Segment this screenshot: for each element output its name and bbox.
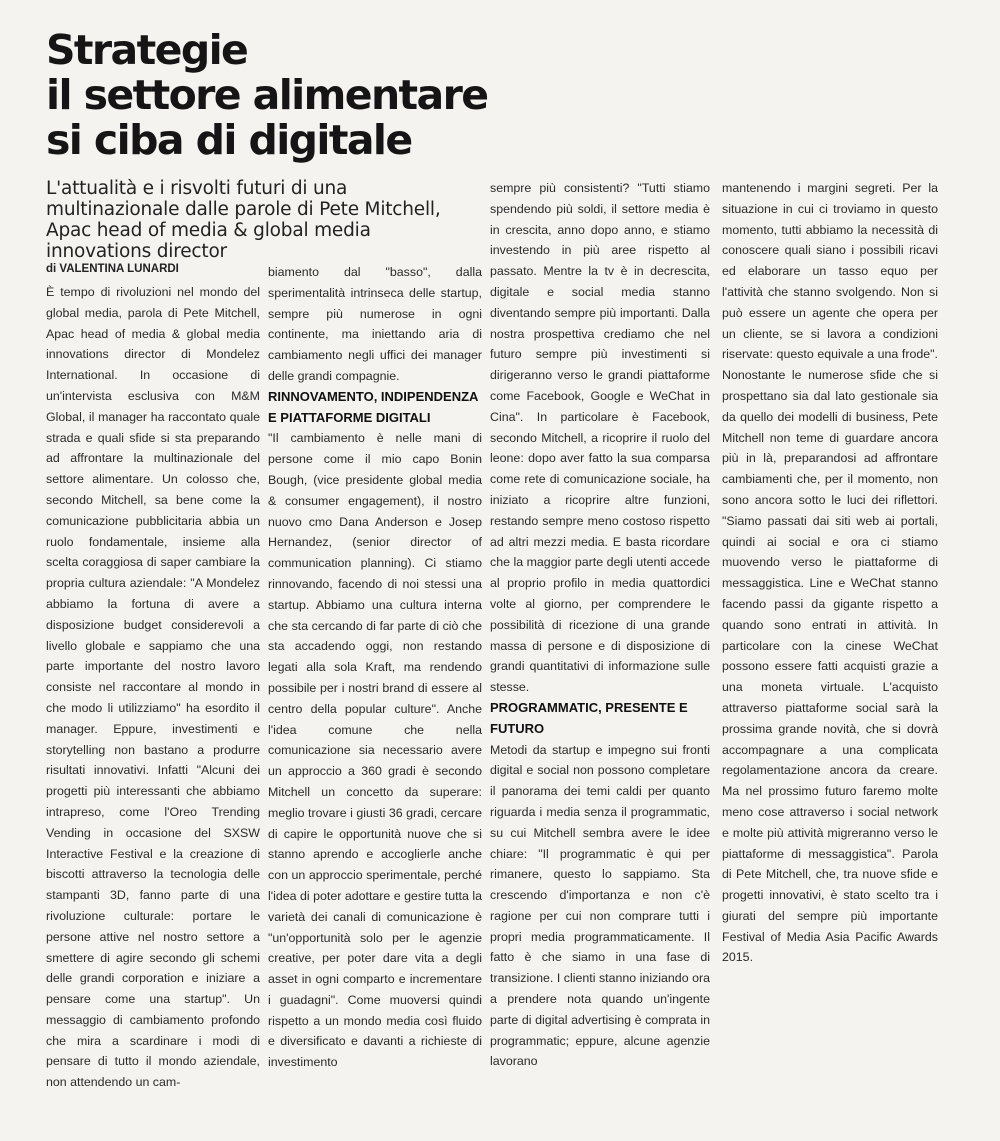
headline-line-1: Strategie	[46, 26, 248, 74]
column-2-paragraph-1: biamento dal "basso", dalla sperimentalità intrinseca delle startup, sempre più numerose in ogni continente, ma iniettando aria di cambiamento negli uffici dei manager delle grandi compagnie.	[268, 265, 482, 383]
article-byline: di VALENTINA LUNARDI	[46, 263, 179, 275]
column-3-paragraph-2: Metodi da startup e impegno sui fronti digital e social non possono completare il panorama dei temi caldi per quanto riguarda i media senza il programmatic, su cui Mitchell sembra avere le idee chiare: "Il programmatic è qui per rimanere, questo lo sappiamo. Sta crescendo d'importanza e non c'è ragione per cui non comprare tutti i propri media programmaticamente. Il fatto è che siamo in una fase di transizione. I clienti stanno iniziando ora a prendere nota quando un'ingente parte di digital advertising è comprata in programmatic; eppure, alcune agenzie lavorano	[490, 742, 710, 1069]
column-3-paragraph-1: sempre più consistenti? "Tutti stiamo spendendo più soldi, il settore media è in crescita, anno dopo anno, e stiamo investendo in più aree rispetto al passato. Mentre la tv è in decrescita, digitale e social media stanno diventando sempre più importanti. Dalla nostra prospettiva crediamo che nel futuro sempre più investimenti si dirigeranno verso le grandi piattaforme come Facebook, Google e WeChat in Cina". In particolare è Facebook, secondo Mitchell, a ricoprire il ruolo del leone: dopo aver fatto la sua comparsa come rete di comunicazione sociale, ha iniziato a ricoprire altre funzioni, restando sempre meno costoso rispetto ad altri mezzi media. E basta ricordare che la maggior parte degli utenti accede al proprio profilo in media quattordici volte al giorno, per comprendere le possibilità di ricezione di una grande massa di persone e di disposizione di grandi quantitativi di informazione sulle stesse.	[490, 181, 710, 695]
section-heading-programmatic: PROGRAMMATIC, PRESENTE E FUTURO	[490, 699, 688, 736]
text-column-4	[722, 178, 938, 1008]
article-subtitle: L'attualità e i risvolti futuri di una multinazionale dalle parole di Pete Mitchell, Apac head of media & global media innovations director	[46, 178, 441, 262]
headline-line-2: il settore alimentare	[46, 71, 488, 119]
column-4-paragraph-1: mantenendo i margini segreti. Per la situazione in cui ci troviamo in questo momento, tutti abbiamo la necessità di conoscere quali siano i possibili ricavi ed elaborare un tasso equo per l'attività che stanno svolgendo. Non si può essere un agente che opera per un cliente, se si lavora a condizioni riservate: questo equivale a una frode". Nonostante le numerose sfide che si prospettano sia dal lato gestionale sia da quello dei modelli di business, Pete Mitchell non teme di guardare ancora più in là, preparandosi ad affrontare cambiamenti che, per il momento, non sono ancora sotto le luci dei riflettori. "Siamo passati dai siti web ai portali, quindi ai social e ora ci stiamo muovendo verso le piattaforme di messaggistica. Line e WeChat stanno facendo passi da gigante rispetto a quando sono entrati in attività. In particolare con la cinese WeChat possono essere fatti acquisti grazie a una moneta virtuale. L'acquisto attraverso piattaforme social sarà la prossima grande novità, che si dovrà accompagnare a una complicata regolamentazione ancora da creare. Ma nel prossimo futuro faremo molte meno cose attraverso i social network e molte più attività migreranno verso le piattaforme di messaggistica". Parola di Pete Mitchell, che, tra nuove sfide e progetti innovativi, è stato scelto tra i giurati del sempre più importante Festival of Media Asia Pacific Awards 2015.	[722, 181, 938, 965]
text-column-2	[268, 262, 482, 1134]
text-column-3	[490, 178, 710, 1133]
text-column-1	[46, 282, 260, 1132]
section-heading-rinnovamento: RINNOVAMENTO, INDIPENDENZA E PIATTAFORME DIGITALI	[268, 388, 478, 425]
column-2-paragraph-2: "Il cambiamento è nelle mani di persone come il mio capo Bonin Bough, (vice presidente global media & consumer engagement), il nostro nuovo cmo Dana Anderson e Josep Hernandez, (senior director of communication planning). Ci stiamo rinnovando, facendo di noi stessi una startup. Abbiamo una cultura interna che sta cercando di far parte di ciò che sta accadendo oggi, non restando legati alla sola Kraft, ma rendendo possibile per i nostri brand di essere al centro della popular culture". Anche l'idea comune che nella comunicazione sia necessario avere un approccio a 360 gradi è secondo Mitchell un concetto da superare: meglio trovare i giusti 36 gradi, cercare di capire le opportunità nuove che si stanno aprendo e accoglierle anche con un approccio sperimentale, perché l'idea di poter adottare e gestire tutta la varietà dei canali di comunicazione è "un'opportunità solo per le agenzie creative, per poter dare vita a degli asset in ogni comparto e incrementare i guadagni". Come muoversi quindi rispetto a un mondo media così fluido e diversificato e davanti a richieste di investimento	[268, 431, 482, 1070]
column-1-paragraph-1: È tempo di rivoluzioni nel mondo del global media, parola di Pete Mitchell, Apac head of media & global media innovations director di Mondelez International. In occasione di un'intervista esclusiva con M&M Global, il manager ha raccontato quale strada e quali sfide si sta preparando ad affrontare la multinazionale del settore alimentare. Un colosso che, secondo Mitchell, sa bene come la comunicazione pubblicitaria abbia un ruolo fondamentale, insieme alla scelta coraggiosa di saper cambiare la propria cultura aziendale: "A Mondelez abbiamo la fortuna di avere a disposizione budget considerevoli a livello globale e sappiamo che una parte importante del nostro lavoro consiste nel raccontare al mondo in che modo li utilizziamo" ha esordito il manager. Eppure, investimenti e storytelling non bastano a produrre risultati innovativi. Infatti "Alcuni dei progetti più interessanti che abbiamo intrapreso, come l'Oreo Trending Vending in occasione del SXSW Interactive Festival e la creazione di biscotti attraverso la tecnologia delle stampanti 3D, fanno parte di una rivoluzione culturale: portare le persone attive nel nostro settore a smettere di agire secondo gli schemi delle grandi corporation e iniziare a pensare come una startup". Un messaggio di cambiamento profondo che mira a scardinare i modi di pensare di tutto il mondo aziendale, non attendendo un cam-	[46, 285, 260, 1090]
article-headline	[46, 28, 526, 163]
headline-line-3: si ciba di digitale	[46, 116, 412, 164]
